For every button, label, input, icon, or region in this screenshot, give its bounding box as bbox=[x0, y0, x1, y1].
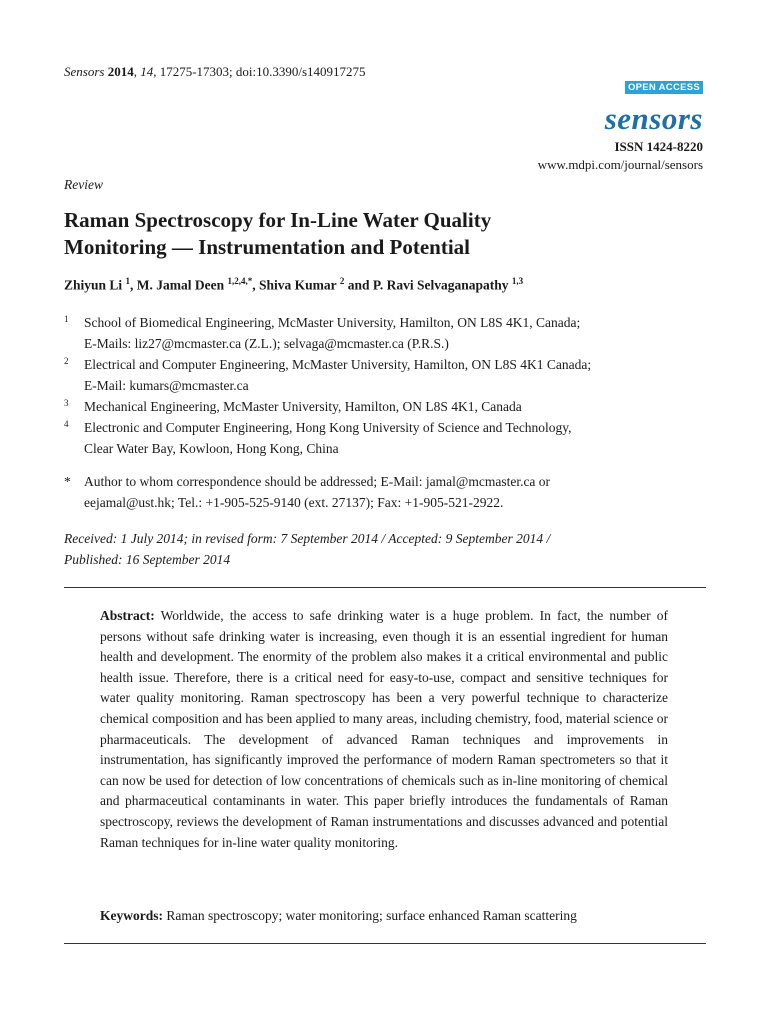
affiliation-number: 4 bbox=[64, 419, 69, 429]
title-line-1: Raman Spectroscopy for In-Line Water Quality bbox=[64, 208, 492, 232]
affiliation-number: 3 bbox=[64, 398, 69, 408]
abstract-text: Worldwide, the access to safe drinking water is a huge problem. In fact, the number of persons without safe drinking water is increasing, even though it is an essential ingredient for human health and development. The enormity of the problem also makes it a critical environmental and public health issue. Therefore, there is a critical need for easy-to-use, compact and sensitive techniques for water quality monitoring. Raman spectroscopy has been a very powerful technique to characterize chemical composition and has been applied to many areas, including chemistry, food, material science or pharmaceuticals. The development of advanced Raman techniques and improvements in instrumentation, has significantly improved the performance of modern Raman spectrometers so that it can now be used for detection of low concentrations of chemicals such as in-line monitoring of chemical and pharmaceutical contaminants in water. This paper briefly introduces the fundamentals of Raman spectroscopy, reviews the development of Raman instrumentations and discusses advanced and potential Raman techniques for in-line water quality monitoring. bbox=[100, 608, 668, 850]
author-affil-sup: 1 bbox=[125, 276, 131, 286]
citation-line: Sensors 2014, 14, 17275-17303; doi:10.3390/s140917275 bbox=[64, 64, 366, 79]
journal-logo: sensors bbox=[604, 101, 703, 136]
divider-top bbox=[64, 587, 706, 588]
affiliation-item: 2 Electrical and Computer Engineering, McMaster University, Hamilton, ON L8S 4K1 Canada; E-Mail: kumars@mcmaster.ca bbox=[64, 354, 714, 396]
author-affil-sup: 2 bbox=[339, 276, 345, 286]
divider-bottom bbox=[64, 943, 706, 944]
citation-year: 2014 bbox=[107, 64, 134, 79]
title-line-2: Monitoring — Instrumentation and Potential bbox=[64, 235, 471, 259]
author-list: Zhiyun Li $^1$, M. Jamal Deen $^{1,2,4,*}$, Shiva Kumar $^2$ and P. Ravi Selvaganapathy $^{1,3}$ bbox=[64, 276, 524, 293]
open-access-badge: OPEN ACCESS bbox=[625, 81, 703, 94]
page-title bbox=[64, 207, 624, 261]
publication-dates: Received: 1 July 2014; in revised form: 7 September 2014 / Accepted: 9 September 2014 / Published: 16 September 2014 bbox=[64, 531, 551, 567]
abstract bbox=[100, 606, 668, 853]
asterisk-mark: * bbox=[64, 474, 71, 489]
keywords-text: Raman spectroscopy; water monitoring; surface enhanced Raman scattering bbox=[166, 908, 577, 923]
keywords bbox=[100, 908, 668, 924]
affiliation-item: 1 School of Biomedical Engineering, McMaster University, Hamilton, ON L8S 4K1, Canada; E-Mails: liz27@mcmaster.ca (Z.L.); selvaga@mcmaster.ca (P.R.S.) bbox=[64, 312, 714, 354]
affiliation-item: 3 Mechanical Engineering, McMaster University, Hamilton, ON L8S 4K1, Canada bbox=[64, 396, 714, 417]
affiliation-item: 4 Electronic and Computer Engineering, Hong Kong University of Science and Technology, Clear Water Bay, Kowloon, Hong Kong, China bbox=[64, 417, 714, 459]
author-name: Shiva Kumar bbox=[259, 277, 337, 293]
article-type: Review bbox=[64, 177, 103, 192]
author-name: M. Jamal Deen bbox=[136, 277, 225, 293]
affiliation-number: 2 bbox=[64, 356, 69, 366]
affiliation-number: 1 bbox=[64, 314, 69, 324]
author-name: Zhiyun Li bbox=[64, 277, 123, 293]
issn: ISSN 1424-8220 bbox=[614, 139, 703, 154]
author-name: P. Ravi Selvaganapathy bbox=[372, 277, 509, 293]
author-affil-sup: 1,2,4,* bbox=[227, 276, 253, 286]
citation-volume: 14 bbox=[140, 64, 154, 79]
keywords-label: Keywords: bbox=[100, 908, 163, 923]
abstract-label: Abstract: bbox=[100, 608, 155, 623]
citation-pages-doi: 17275-17303; doi:10.3390/s140917275 bbox=[159, 64, 366, 79]
affiliation-list bbox=[64, 312, 714, 459]
author-affil-sup: 1,3 bbox=[511, 276, 524, 286]
journal-name-italic: Sensors bbox=[64, 64, 105, 79]
correspondence-note: * Author to whom correspondence should be addressed; E-Mail: jamal@mcmaster.ca or eejamal@ust.hk; Tel.: +1-905-525-9140 (ext. 27137); Fax: +1-905-521-2922. bbox=[64, 471, 714, 513]
journal-url[interactable]: www.mdpi.com/journal/sensors bbox=[537, 157, 703, 172]
